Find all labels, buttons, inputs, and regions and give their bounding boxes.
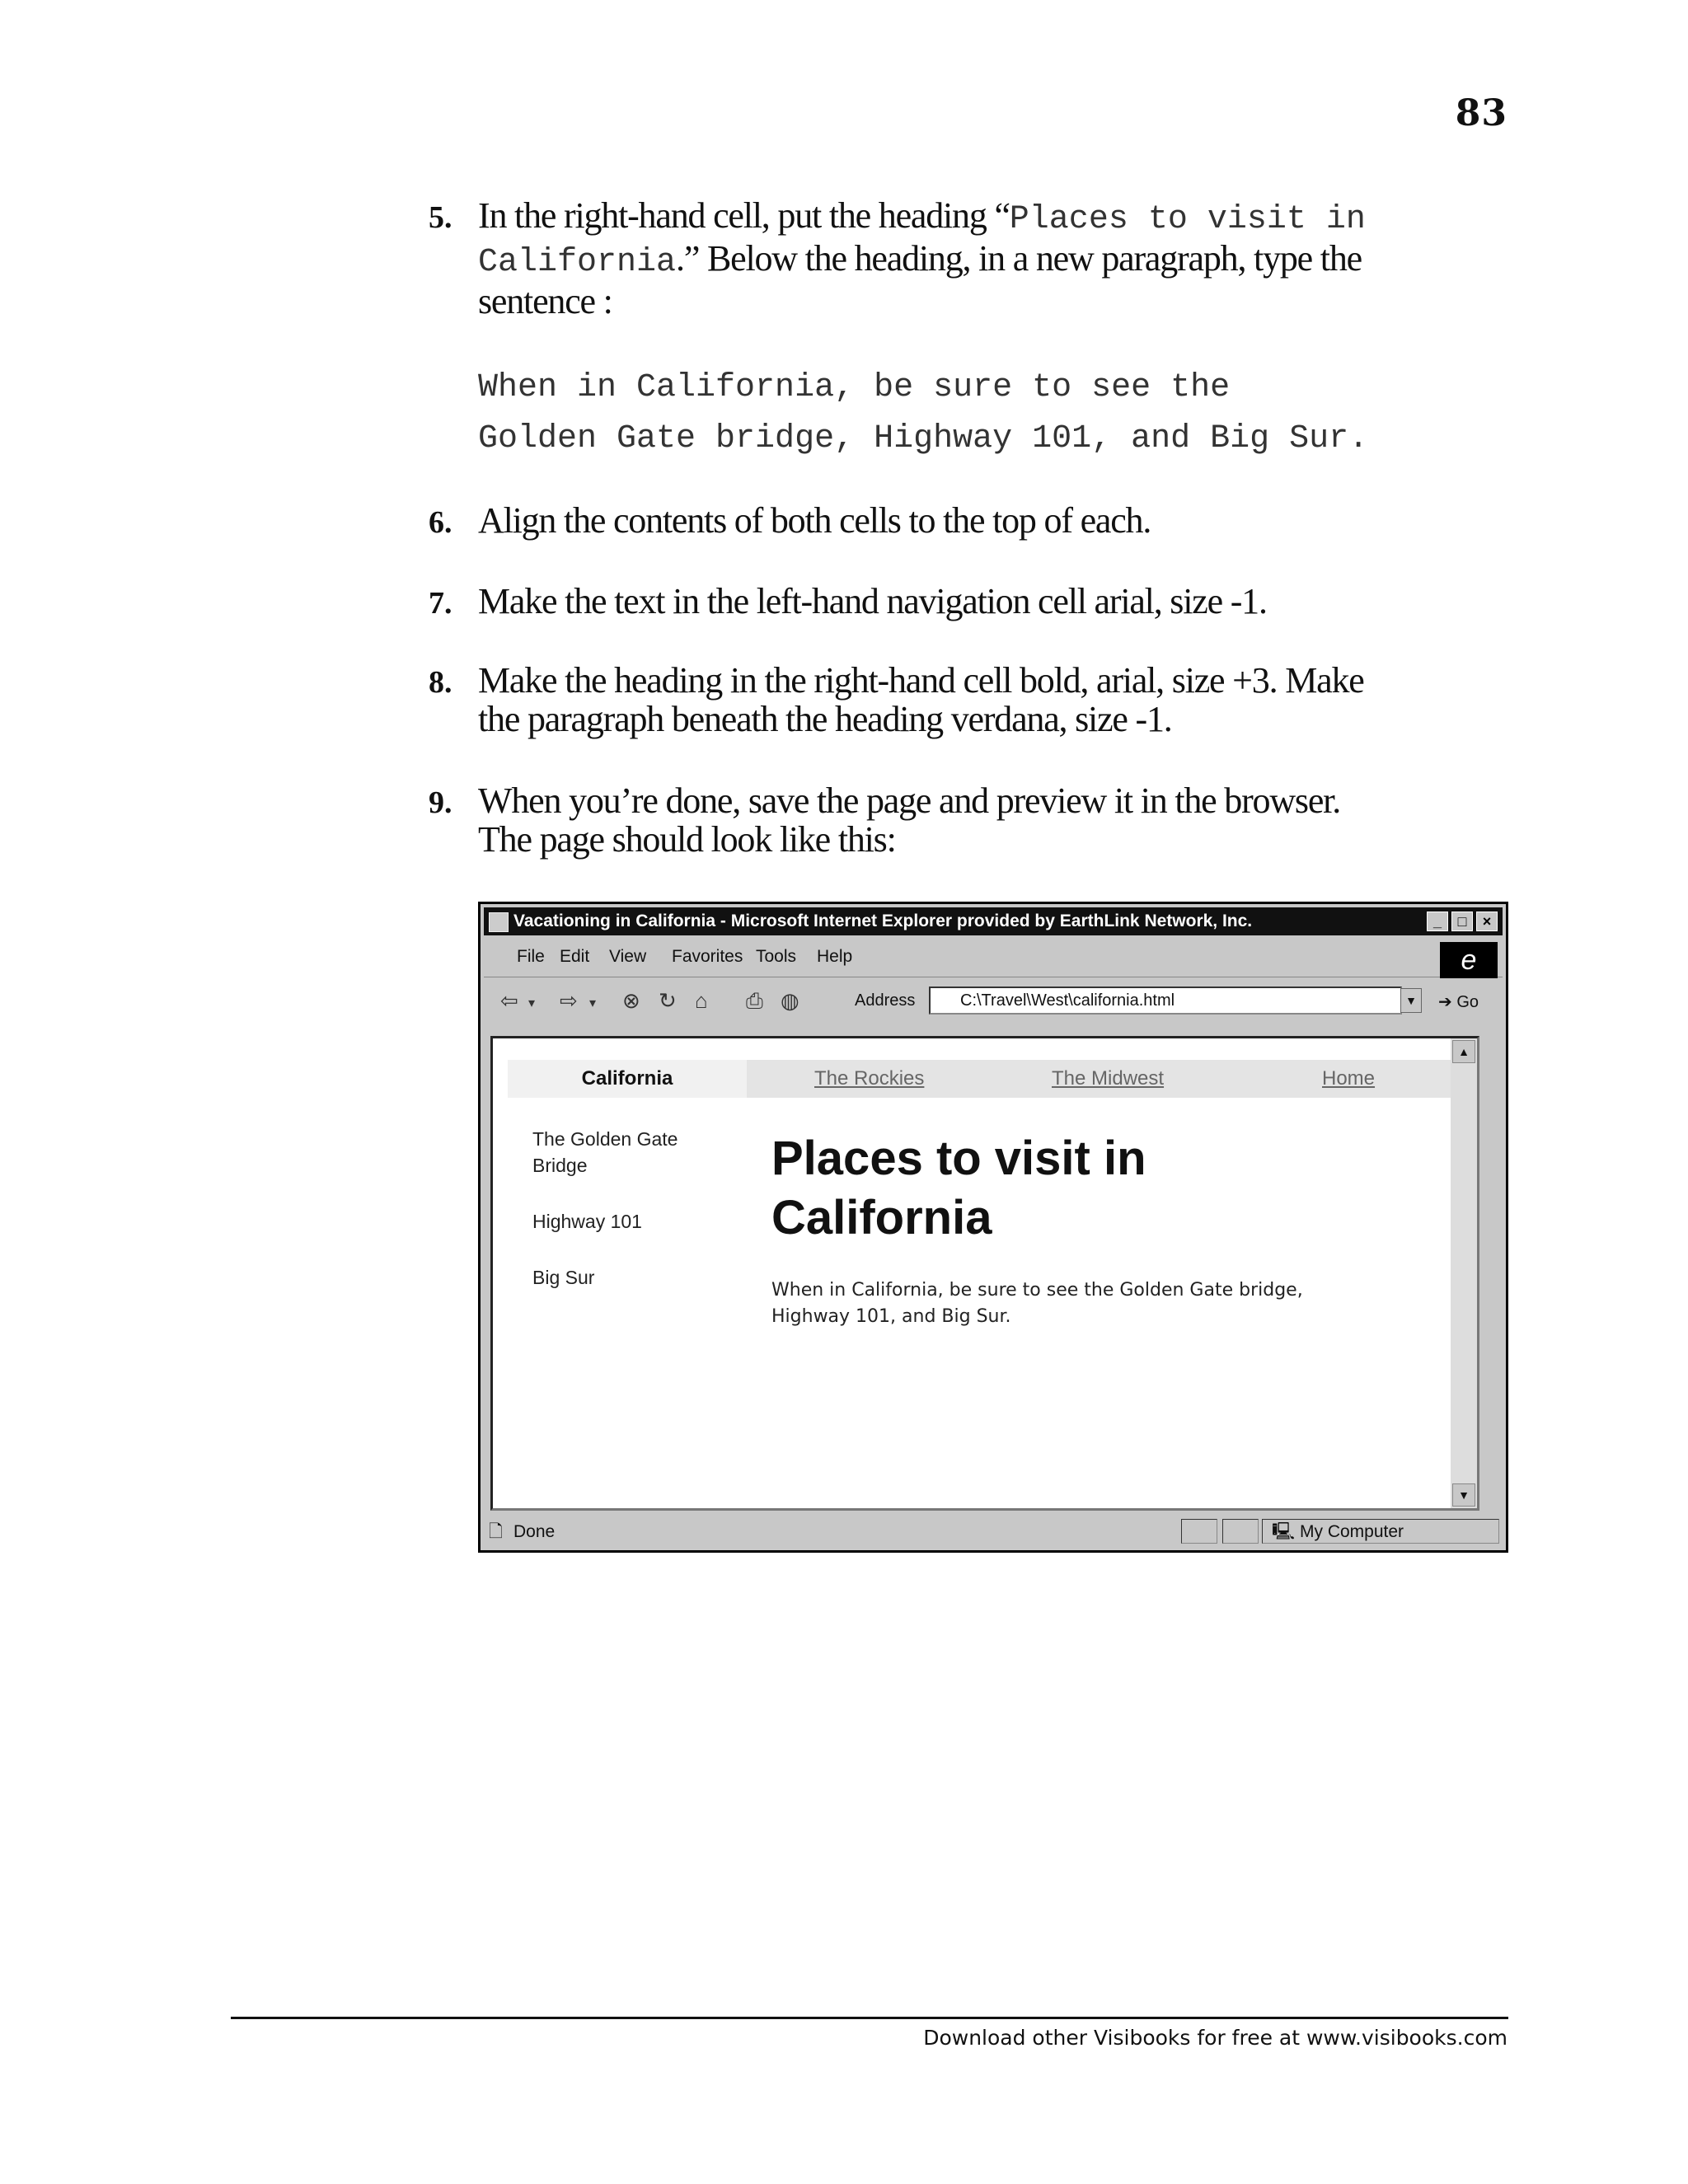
stop-icon[interactable]: ⊗ bbox=[622, 988, 640, 1013]
page-icon: 🗋 bbox=[489, 1522, 503, 1541]
side-link-big-sur[interactable]: Big Sur bbox=[532, 1267, 595, 1288]
paragraph-line: When in California, be sure to see the Golden Gate bridge, bbox=[771, 1280, 1303, 1301]
status-cell bbox=[1181, 1519, 1217, 1544]
forward-dropdown-icon[interactable]: ▾ bbox=[589, 996, 597, 1010]
step-number: 7. bbox=[429, 586, 452, 621]
code-line: Golden Gate bridge, Highway 101, and Big Sur. bbox=[478, 420, 1369, 457]
page-number: 83 bbox=[1455, 92, 1507, 134]
step-number: 6. bbox=[429, 505, 452, 540]
menu-favorites[interactable]: Favorites bbox=[672, 947, 743, 966]
nav-bar bbox=[508, 1060, 1456, 1098]
menu-file[interactable]: File bbox=[517, 947, 545, 966]
maximize-icon[interactable]: □ bbox=[1451, 912, 1473, 931]
step-text: Make the heading in the right-hand cell bold, arial, size +3. Make bbox=[478, 660, 1364, 701]
ie-logo-icon: e bbox=[1440, 942, 1498, 978]
footer-rule bbox=[231, 2017, 1508, 2019]
step-text: the paragraph beneath the heading verdana, size -1. bbox=[478, 699, 1172, 739]
globe-icon[interactable]: ◍ bbox=[781, 988, 799, 1013]
scroll-down-icon[interactable]: ▼ bbox=[1452, 1483, 1475, 1507]
step-text: Make the text in the left-hand navigation cell arial, size -1. bbox=[478, 581, 1267, 621]
ie-app-icon bbox=[489, 912, 509, 932]
window-title: Vacationing in California - Microsoft Internet Explorer provided by EarthLink Network, Inc. bbox=[513, 912, 1253, 930]
go-arrow-icon: ➔ bbox=[1438, 993, 1457, 1011]
code-block bbox=[478, 363, 1368, 465]
step-6 bbox=[429, 501, 1500, 540]
browser-screenshot bbox=[478, 902, 1508, 1553]
toolbar bbox=[484, 983, 1503, 1019]
back-dropdown-icon[interactable]: ▾ bbox=[528, 996, 536, 1010]
go-label: Go bbox=[1456, 993, 1479, 1011]
heading-line: California bbox=[771, 1191, 992, 1244]
back-icon[interactable]: ⇦ bbox=[500, 988, 518, 1013]
nav-link-rockies[interactable]: The Rockies bbox=[814, 1067, 925, 1090]
nav-link-midwest[interactable]: The Midwest bbox=[1052, 1067, 1165, 1090]
paragraph-line: Highway 101, and Big Sur. bbox=[771, 1306, 1011, 1327]
step-5 bbox=[429, 196, 1500, 321]
nav-link-home[interactable]: Home bbox=[1322, 1067, 1376, 1090]
vertical-scrollbar[interactable] bbox=[1451, 1038, 1477, 1508]
status-bar bbox=[484, 1517, 1503, 1547]
footer-text: Download other Visibooks for free at www.visibooks.com bbox=[923, 2026, 1507, 2050]
scroll-up-icon[interactable]: ▲ bbox=[1452, 1040, 1475, 1063]
forward-icon[interactable]: ⇨ bbox=[560, 988, 578, 1013]
step-text: Align the contents of both cells to the top of each. bbox=[478, 500, 1151, 541]
address-dropdown-icon[interactable]: ▼ bbox=[1400, 988, 1422, 1013]
step-text: In the right-hand cell, put the heading “ bbox=[478, 195, 1010, 236]
status-zone-label: My Computer bbox=[1300, 1522, 1404, 1541]
step-number: 9. bbox=[429, 785, 452, 820]
print-icon[interactable]: ⎙ bbox=[746, 988, 763, 1013]
page-content bbox=[490, 1036, 1479, 1511]
status-cell bbox=[1222, 1519, 1259, 1544]
menu-help[interactable]: Help bbox=[817, 947, 853, 966]
go-button[interactable] bbox=[1438, 991, 1479, 1012]
menu-bar bbox=[484, 939, 1503, 977]
code-line: When in California, be sure to see the bbox=[478, 369, 1231, 406]
minimize-icon[interactable]: _ bbox=[1427, 912, 1448, 931]
address-label: Address bbox=[855, 991, 916, 1010]
inline-code: Places to visit in bbox=[1009, 201, 1366, 238]
page-heading bbox=[771, 1129, 1348, 1248]
side-link-golden-gate[interactable]: The Golden Gate Bridge bbox=[532, 1128, 678, 1176]
status-text: Done bbox=[513, 1522, 556, 1541]
step-text: When you’re done, save the page and preview it in the browser. bbox=[478, 780, 1340, 821]
heading-line: Places to visit in bbox=[771, 1132, 1146, 1185]
step-number: 8. bbox=[429, 665, 452, 700]
nav-current: California bbox=[508, 1060, 747, 1098]
menu-edit[interactable]: Edit bbox=[560, 947, 590, 966]
step-text: sentence : bbox=[478, 281, 612, 321]
refresh-icon[interactable]: ↻ bbox=[659, 988, 677, 1013]
step-7 bbox=[429, 582, 1500, 621]
step-text: The page should look like this: bbox=[478, 819, 896, 860]
menu-tools[interactable]: Tools bbox=[756, 947, 797, 966]
step-9 bbox=[429, 781, 1500, 859]
side-link-highway-101[interactable]: Highway 101 bbox=[532, 1211, 642, 1232]
home-icon[interactable]: ⌂ bbox=[695, 988, 708, 1013]
close-icon[interactable]: × bbox=[1476, 912, 1498, 931]
address-field[interactable]: C:\Travel\West\california.html bbox=[929, 987, 1402, 1015]
step-number: 5. bbox=[429, 200, 452, 235]
menu-view[interactable]: View bbox=[609, 947, 647, 966]
step-text: .” Below the heading, in a new paragraph, type the bbox=[676, 238, 1362, 279]
inline-code: California bbox=[478, 244, 677, 281]
computer-icon: 🖳 bbox=[1272, 1522, 1296, 1541]
page-paragraph bbox=[771, 1277, 1431, 1330]
window-title-bar bbox=[484, 907, 1503, 935]
step-8 bbox=[429, 661, 1500, 738]
